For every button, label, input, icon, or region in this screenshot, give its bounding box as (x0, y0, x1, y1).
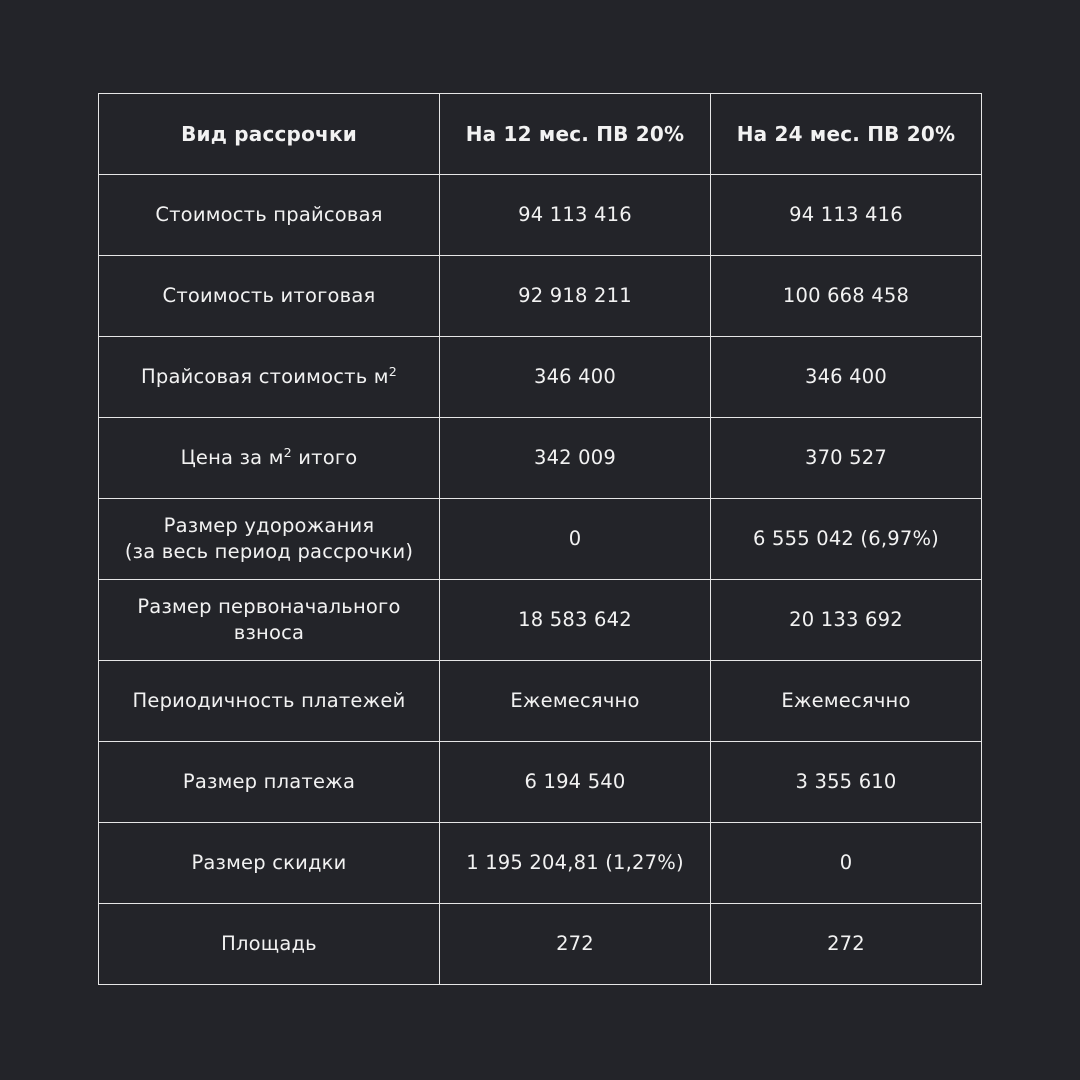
row-label (99, 337, 440, 418)
cell-12-months: 18 583 642 (440, 580, 711, 661)
row-label: Периодичность платежей (99, 661, 440, 742)
table-row-price-per-sqm (99, 337, 982, 418)
cell-24-months: 20 133 692 (711, 580, 982, 661)
cell-24-months: 272 (711, 904, 982, 985)
cell-24-months: 370 527 (711, 418, 982, 499)
cell-12-months: 1 195 204,81 (1,27%) (440, 823, 711, 904)
cell-24-months: 100 668 458 (711, 256, 982, 337)
header-24-months: На 24 мес. ПВ 20% (711, 94, 982, 175)
row-label: Площадь (99, 904, 440, 985)
header-installment-type: Вид рассрочки (99, 94, 440, 175)
cell-12-months: 272 (440, 904, 711, 985)
row-label-line-2: (за весь период рассрочки) (124, 540, 414, 563)
row-label: Размер скидки (99, 823, 440, 904)
header-12-months: На 12 мес. ПВ 20% (440, 94, 711, 175)
superscript-2: 2 (283, 445, 292, 461)
table-row-discount (99, 823, 982, 904)
row-label-line-1: Размер удорожания (163, 514, 375, 537)
cell-24-months: Ежемесячно (711, 661, 982, 742)
cell-12-months: 0 (440, 499, 711, 580)
table-row-final-cost (99, 256, 982, 337)
table-header-row (99, 94, 982, 175)
table-row-payment-frequency (99, 661, 982, 742)
installment-comparison-table (98, 93, 982, 985)
row-label (99, 580, 440, 661)
cell-12-months: 94 113 416 (440, 175, 711, 256)
row-label-suffix: итого (291, 446, 358, 469)
table-row-price-list-cost (99, 175, 982, 256)
cell-12-months: Ежемесячно (440, 661, 711, 742)
row-label (99, 418, 440, 499)
cell-12-months: 346 400 (440, 337, 711, 418)
superscript-2: 2 (388, 364, 397, 380)
cell-12-months: 92 918 211 (440, 256, 711, 337)
row-label: Стоимость итоговая (99, 256, 440, 337)
table-row-payment-amount (99, 742, 982, 823)
table-row-final-price-per-sqm (99, 418, 982, 499)
cell-24-months: 3 355 610 (711, 742, 982, 823)
row-label-text: Прайсовая стоимость м (141, 365, 389, 388)
row-label-line-2: взноса (233, 621, 305, 644)
row-label: Стоимость прайсовая (99, 175, 440, 256)
cell-24-months: 94 113 416 (711, 175, 982, 256)
row-label: Размер платежа (99, 742, 440, 823)
cell-12-months: 6 194 540 (440, 742, 711, 823)
cell-12-months: 342 009 (440, 418, 711, 499)
cell-24-months: 0 (711, 823, 982, 904)
row-label-line-1: Размер первоначального (137, 595, 401, 618)
table-row-markup (99, 499, 982, 580)
table-row-down-payment (99, 580, 982, 661)
row-label-text: Цена за м (180, 446, 284, 469)
table-row-area (99, 904, 982, 985)
cell-24-months: 6 555 042 (6,97%) (711, 499, 982, 580)
row-label (99, 499, 440, 580)
cell-24-months: 346 400 (711, 337, 982, 418)
